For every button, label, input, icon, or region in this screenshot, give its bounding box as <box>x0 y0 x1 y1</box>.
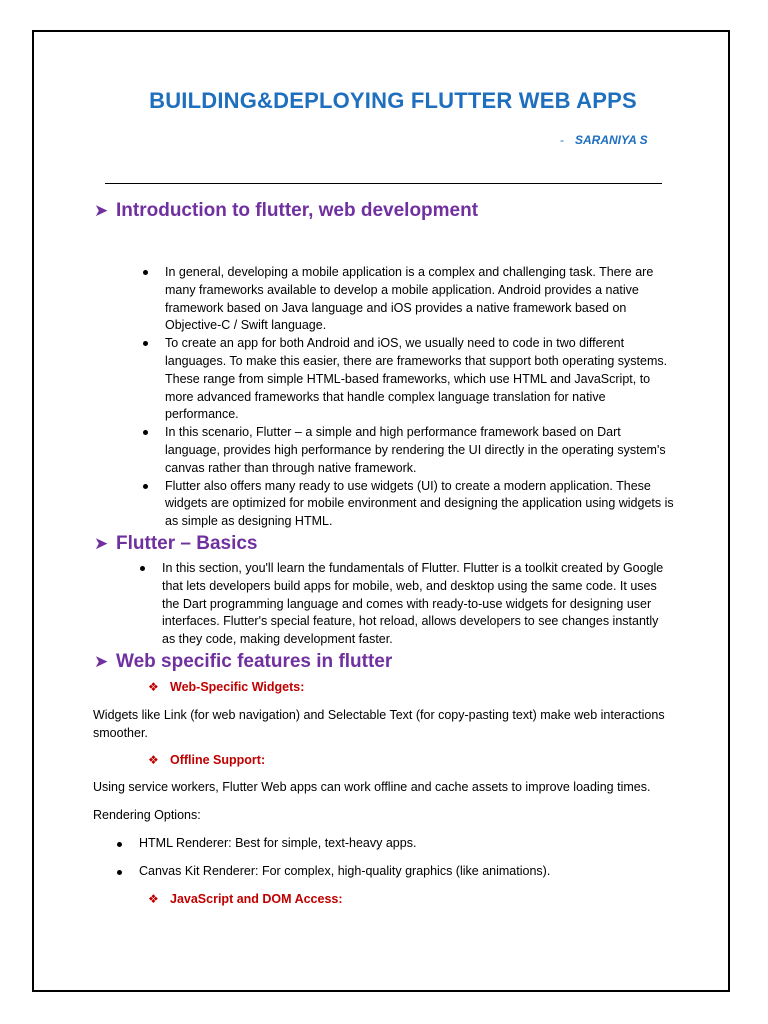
introduction-bullets <box>165 264 675 531</box>
rendering-options-list <box>139 836 550 878</box>
diamond-bullet-icon: ❖ <box>148 753 159 767</box>
web-widgets-paragraph: Widgets like Link (for web navigation) and Selectable Text (for copy-pasting text) make web interactions smoother. <box>93 708 665 740</box>
section-heading-introduction <box>94 200 478 222</box>
document-title: BUILDING&DEPLOYING FLUTTER WEB APPS <box>149 88 637 113</box>
subheading-web-widgets <box>148 680 304 694</box>
bullet-text: In this scenario, Flutter – a simple and high performance framework based on Dart language, provides high performance by rendering the UI directly in the operating system's canvas rather than through native framework. <box>165 425 666 475</box>
subheading-js-dom-access <box>148 892 343 906</box>
subheading-text: JavaScript and DOM Access: <box>170 892 343 906</box>
bullet-dot-icon <box>143 484 148 489</box>
subheading-text: Web-Specific Widgets: <box>170 680 305 694</box>
rendering-options-label: Rendering Options: <box>93 808 201 822</box>
author-dash: - <box>560 133 564 147</box>
section-heading-web-features <box>94 651 392 673</box>
list-item <box>139 864 550 878</box>
offline-support-paragraph: Using service workers, Flutter Web apps can work offline and cache assets to improve loading times. <box>93 780 651 794</box>
list-item <box>165 478 675 531</box>
list-item <box>165 264 675 335</box>
arrow-bullet-icon: ➤ <box>94 652 109 671</box>
bullet-dot-icon <box>143 270 148 275</box>
title-divider <box>105 183 662 184</box>
section-heading-basics <box>94 533 258 555</box>
arrow-bullet-icon: ➤ <box>94 534 109 553</box>
list-item <box>162 560 672 649</box>
list-item <box>165 424 675 477</box>
bullet-text: In this section, you'll learn the fundamentals of Flutter. Flutter is a toolkit created by Google that lets developers build apps for mobile, web, and desktop using the same code. It uses the Dart programming language and comes with ready-to-use widgets for designing user interfaces. Flutter's special feature, hot reload, allows developers to see changes instantly as they code, making development faster. <box>162 561 664 647</box>
bullet-text: HTML Renderer: Best for simple, text-heavy apps. <box>139 836 417 850</box>
author-name: SARANIYA S <box>575 133 648 147</box>
bullet-text: To create an app for both Android and iOS, we usually need to code in two different languages. To make this easier, there are frameworks that support both operating systems. These range from simple HTML-based frameworks, which use HTML and JavaScript, to more advanced frameworks that handle complex language translation for native performance. <box>165 336 668 422</box>
diamond-bullet-icon: ❖ <box>148 680 159 694</box>
list-item <box>165 335 675 424</box>
bullet-dot-icon <box>117 842 122 847</box>
bullet-dot-icon <box>140 566 145 571</box>
basics-bullets <box>162 560 672 649</box>
bullet-dot-icon <box>117 870 122 875</box>
bullet-text: In general, developing a mobile application is a complex and challenging task. There are many frameworks available to develop a mobile application. Android provides a native framework based on Java language and iOS provides a native framework based on Objective-C / Swift language. <box>165 265 654 333</box>
subheading-offline-support <box>148 753 265 767</box>
subheading-text: Offline Support: <box>170 753 266 767</box>
section-heading-text: Introduction to flutter, web development <box>116 200 479 221</box>
list-item <box>139 836 550 864</box>
bullet-text: Canvas Kit Renderer: For complex, high-quality graphics (like animations). <box>139 864 551 878</box>
bullet-text: Flutter also offers many ready to use widgets (UI) to create a modern application. These widgets are optimized for mobile environment and designing the application using widgets is as simple as designing HTML. <box>165 478 674 529</box>
arrow-bullet-icon: ➤ <box>94 201 109 220</box>
section-heading-text: Flutter – Basics <box>116 533 258 554</box>
section-heading-text: Web specific features in flutter <box>116 651 393 672</box>
diamond-bullet-icon: ❖ <box>148 892 159 906</box>
